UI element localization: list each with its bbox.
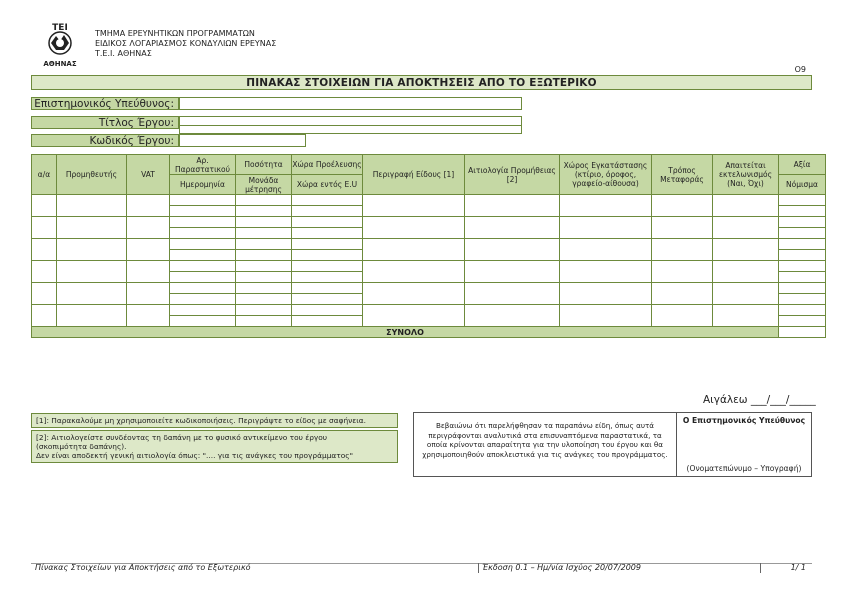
- table-cell[interactable]: [465, 195, 560, 217]
- table-cell[interactable]: [236, 294, 292, 305]
- table-cell[interactable]: [465, 305, 560, 327]
- table-cell[interactable]: [560, 195, 652, 217]
- table-cell[interactable]: [713, 261, 779, 283]
- table-cell[interactable]: [652, 283, 713, 305]
- table-cell[interactable]: [363, 217, 465, 239]
- table-cell[interactable]: [236, 228, 292, 239]
- acquisitions-table: [31, 154, 826, 338]
- table-cell[interactable]: [292, 239, 363, 250]
- table-cell[interactable]: [236, 283, 292, 294]
- table-cell[interactable]: [652, 195, 713, 217]
- table-cell[interactable]: [170, 206, 236, 217]
- table-row: [32, 283, 826, 294]
- table-cell[interactable]: [465, 217, 560, 239]
- table-cell[interactable]: [292, 272, 363, 283]
- table-cell[interactable]: [127, 195, 170, 217]
- total-value-cell[interactable]: [779, 327, 826, 338]
- table-cell[interactable]: [363, 305, 465, 327]
- institution-name: Τ.Ε.Ι. ΑΘΗΝΑΣ: [95, 49, 152, 58]
- table-row: [32, 305, 826, 316]
- table-cell[interactable]: [465, 261, 560, 283]
- signer-title: Ο Επιστημονικός Υπεύθυνος: [682, 416, 806, 425]
- table-cell[interactable]: [560, 239, 652, 261]
- table-cell[interactable]: [57, 283, 127, 305]
- certification-text: Βεβαιώνω ότι παρελήφθησαν τα παραπάνω είδη, όπως αυτά περιγράφονται αναλυτικά στα επισυναπτόμενα παραστατικά, τα οποία κρίνονται απαραίτητα για την υλοποίηση του έργου και θα χρησιμοποιηθούν αποκλειστικά για τις ανάγκες του προγράμματος.: [422, 421, 668, 459]
- footnote-1: [1]: Παρακαλούμε μη χρησιμοποιείτε κωδικοποιήσεις. Περιγράψτε το είδος με σαφήνεια.: [31, 413, 398, 428]
- table-cell[interactable]: [57, 195, 127, 217]
- table-cell[interactable]: [32, 239, 57, 261]
- total-row: [32, 327, 826, 338]
- table-cell[interactable]: [713, 283, 779, 305]
- table-cell[interactable]: [170, 272, 236, 283]
- total-label: ΣΥΝΟΛΟ: [32, 327, 779, 338]
- table-cell[interactable]: [170, 316, 236, 327]
- table-cell[interactable]: [170, 228, 236, 239]
- table-cell[interactable]: [236, 305, 292, 316]
- table-cell[interactable]: [127, 261, 170, 283]
- tei-athens-logo: [36, 22, 84, 70]
- table-cell[interactable]: [292, 206, 363, 217]
- table-cell[interactable]: [713, 217, 779, 239]
- footer-page-number: 1/ 1: [790, 563, 806, 572]
- table-cell[interactable]: [292, 283, 363, 294]
- footnote-2: [31, 430, 398, 463]
- table-cell[interactable]: [170, 261, 236, 272]
- table-cell[interactable]: [236, 217, 292, 228]
- table-cell[interactable]: [170, 305, 236, 316]
- table-cell[interactable]: [652, 217, 713, 239]
- table-cell[interactable]: [652, 239, 713, 261]
- table-cell[interactable]: [779, 316, 826, 327]
- certification-box: [413, 412, 812, 477]
- certification-divider: [676, 413, 677, 476]
- footer-separator: [760, 563, 761, 573]
- table-cell[interactable]: [236, 239, 292, 250]
- table-cell[interactable]: [779, 250, 826, 261]
- table-cell[interactable]: [713, 239, 779, 261]
- table-cell[interactable]: [127, 305, 170, 327]
- col-aa: α/α: [32, 155, 57, 195]
- project-title-label: Τίτλος Έργου:: [31, 116, 179, 129]
- table-row: [32, 217, 826, 228]
- col-vat: VAT: [127, 155, 170, 195]
- form-code: Ο9: [794, 65, 806, 74]
- col-date: Ημερομηνία: [170, 175, 236, 195]
- table-cell[interactable]: [363, 239, 465, 261]
- table-cell[interactable]: [292, 217, 363, 228]
- footnotes: [31, 413, 398, 463]
- table-cell[interactable]: [292, 305, 363, 316]
- col-installation-location: Χώρος Εγκατάστασης (κτίριο, όροφος, γραφείο-αίθουσα): [560, 155, 652, 195]
- table-cell[interactable]: [292, 294, 363, 305]
- table-cell[interactable]: [127, 217, 170, 239]
- svg-text:ΤΕΙ: ΤΕΙ: [52, 23, 68, 33]
- table-cell[interactable]: [465, 283, 560, 305]
- table-cell[interactable]: [57, 305, 127, 327]
- scientist-label: Επιστημονικός Υπεύθυνος:: [31, 97, 179, 110]
- table-cell[interactable]: [292, 195, 363, 206]
- table-cell[interactable]: [560, 217, 652, 239]
- table-cell[interactable]: [236, 195, 292, 206]
- table-cell[interactable]: [560, 261, 652, 283]
- table-row: [32, 239, 826, 250]
- table-cell[interactable]: [713, 195, 779, 217]
- table-cell[interactable]: [170, 283, 236, 294]
- table-cell[interactable]: [236, 316, 292, 327]
- table-cell[interactable]: [779, 294, 826, 305]
- project-code-label: Κωδικός Έργου:: [31, 134, 179, 147]
- account-name: ΕΙΔΙΚΟΣ ΛΟΓΑΡΙΑΣΜΟΣ ΚΟΝΔΥΛΙΩΝ ΕΡΕΥΝΑΣ: [95, 39, 277, 48]
- table-cell[interactable]: [236, 272, 292, 283]
- table-cell[interactable]: [292, 261, 363, 272]
- col-invoice-number: Αρ. Παραστατικού: [170, 155, 236, 175]
- table-cell[interactable]: [32, 283, 57, 305]
- table-row: [32, 195, 826, 206]
- col-currency: Νόμισμα: [779, 175, 826, 195]
- table-cell[interactable]: [57, 261, 127, 283]
- col-unit: Μονάδα μέτρησης: [236, 175, 292, 195]
- table-header-row: [32, 155, 826, 175]
- table-cell[interactable]: [779, 239, 826, 250]
- table-cell[interactable]: [779, 206, 826, 217]
- col-transport: Τρόπος Μεταφοράς: [652, 155, 713, 195]
- table-cell[interactable]: [236, 206, 292, 217]
- col-customs: Απαιτείται εκτελωνισμός (Ναι, Όχι): [713, 155, 779, 195]
- table-cell[interactable]: [560, 283, 652, 305]
- footer-document-title: Πίνακας Στοιχείων για Αποκτήσεις από το Εξωτερικό: [35, 563, 251, 572]
- table-cell[interactable]: [57, 217, 127, 239]
- date-line: Αιγάλεω ___/___/_____: [703, 394, 816, 406]
- svg-text:ΑΘΗΝΑΣ: ΑΘΗΝΑΣ: [43, 60, 77, 68]
- col-quantity: Ποσότητα: [236, 155, 292, 175]
- table-cell[interactable]: [363, 283, 465, 305]
- col-justification: Αιτιολογία Προμήθειας [2]: [465, 155, 560, 195]
- table-cell[interactable]: [292, 316, 363, 327]
- col-description: Περιγραφή Είδους [1]: [363, 155, 465, 195]
- department-name: ΤΜΗΜΑ ΕΡΕΥΝΗΤΙΚΩΝ ΠΡΟΓΡΑΜΜΑΤΩΝ: [95, 29, 255, 38]
- scientist-field[interactable]: [179, 97, 522, 110]
- page-title: ΠΙΝΑΚΑΣ ΣΤΟΙΧΕΙΩΝ ΓΙΑ ΑΠΟΚΤΗΣΕΙΣ ΑΠΟ ΤΟ ΕΞΩΤΕΡΙΚΟ: [31, 75, 812, 90]
- table-cell[interactable]: [779, 283, 826, 294]
- table-cell[interactable]: [465, 239, 560, 261]
- table-cell[interactable]: [127, 283, 170, 305]
- table-cell[interactable]: [170, 250, 236, 261]
- table-cell[interactable]: [560, 305, 652, 327]
- table-cell[interactable]: [779, 261, 826, 272]
- footer-separator: [478, 563, 479, 573]
- footer-version: Έκδοση 0.1 – Ημ/νία Ισχύος 20/07/2009: [482, 563, 641, 572]
- footnote-2-line2: (σκοπιμότητα δαπάνης).: [36, 442, 127, 451]
- table-cell[interactable]: [32, 305, 57, 327]
- table-row: [32, 261, 826, 272]
- project-code-field[interactable]: [179, 134, 306, 147]
- table-cell[interactable]: [363, 261, 465, 283]
- table-cell[interactable]: [779, 195, 826, 206]
- table-cell[interactable]: [652, 261, 713, 283]
- table-cell[interactable]: [32, 195, 57, 217]
- table-cell[interactable]: [363, 195, 465, 217]
- table-cell[interactable]: [170, 294, 236, 305]
- table-cell[interactable]: [779, 217, 826, 228]
- table-cell[interactable]: [292, 250, 363, 261]
- col-supplier: Προμηθευτής: [57, 155, 127, 195]
- table-cell[interactable]: [779, 305, 826, 316]
- project-title-field-2[interactable]: [179, 125, 522, 134]
- footnote-2-line3: Δεν είναι αποδεκτή γενική αιτιολογία όπως: ".... για τις ανάγκες του προγράμματος": [36, 451, 353, 460]
- table-cell[interactable]: [292, 228, 363, 239]
- table-cell[interactable]: [236, 261, 292, 272]
- col-country-eu: Χώρα εντός E.U: [292, 175, 363, 195]
- col-value: Αξία: [779, 155, 826, 175]
- table-cell[interactable]: [170, 217, 236, 228]
- table-cell[interactable]: [652, 305, 713, 327]
- table-cell[interactable]: [779, 228, 826, 239]
- table-cell[interactable]: [236, 250, 292, 261]
- col-country-of-origin: Χώρα Προέλευσης: [292, 155, 363, 175]
- table-cell[interactable]: [713, 305, 779, 327]
- footnote-2-line1: [2]: Αιτιολογείστε συνδέοντας τη δαπάνη με το φυσικό αντικείμενο του έργου: [36, 433, 328, 442]
- table-cell[interactable]: [170, 239, 236, 250]
- table-cell[interactable]: [170, 195, 236, 206]
- table-cell[interactable]: [57, 239, 127, 261]
- table-cell[interactable]: [32, 217, 57, 239]
- table-cell[interactable]: [32, 261, 57, 283]
- signature-label[interactable]: (Ονοματεπώνυμο – Υπογραφή): [686, 464, 802, 473]
- table-cell[interactable]: [779, 272, 826, 283]
- table-cell[interactable]: [127, 239, 170, 261]
